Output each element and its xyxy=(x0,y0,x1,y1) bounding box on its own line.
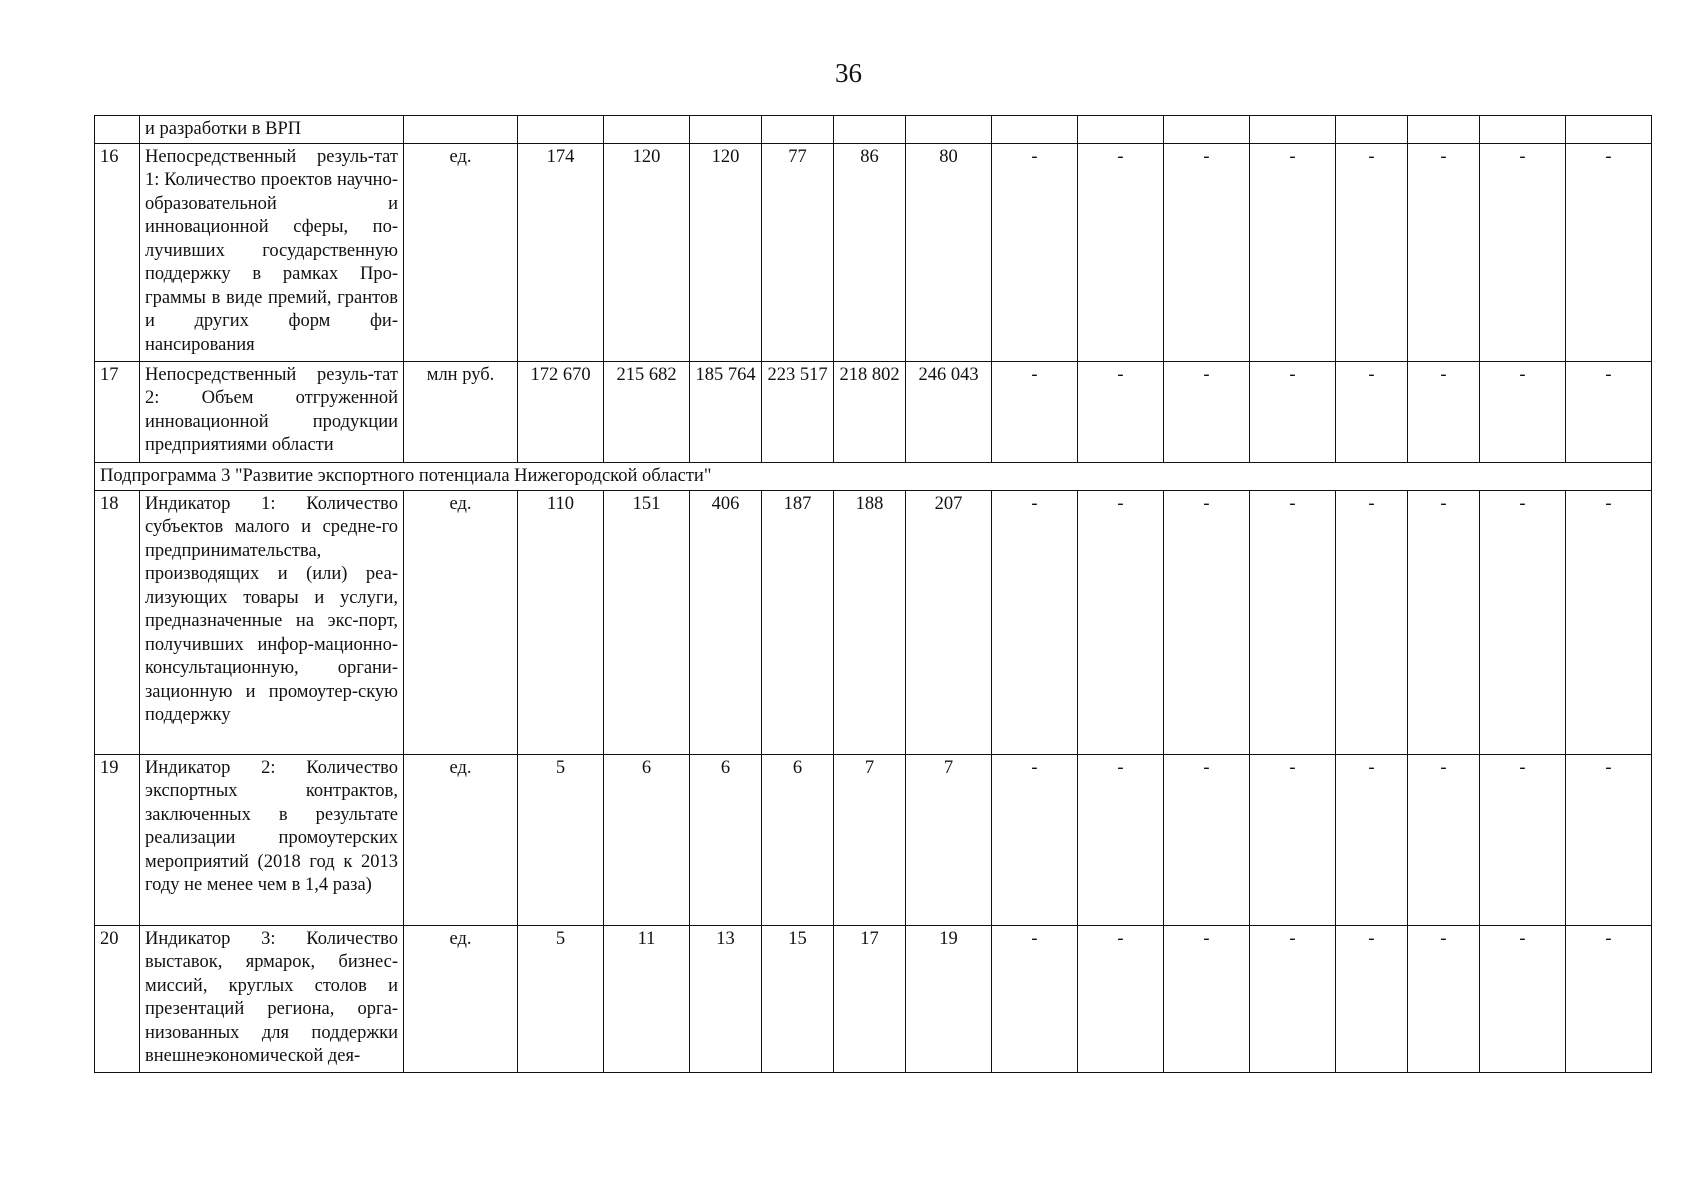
value-cell: - xyxy=(1078,490,1164,754)
value-cell: 80 xyxy=(906,143,992,361)
row-number: 20 xyxy=(95,925,140,1072)
indicator-name: и разработки в ВРП xyxy=(140,116,404,144)
value-cell: 218 802 xyxy=(834,361,906,462)
indicator-name: Индикатор 3: Количество выставок, ярмарок, бизнес-миссий, круглых столов и презентаций региона, орга-низованных для поддержки внешнеэкономической дея- xyxy=(140,925,404,1072)
value-cell: - xyxy=(1566,143,1652,361)
value-cell xyxy=(906,116,992,144)
value-cell: - xyxy=(1336,754,1408,925)
value-cell: 207 xyxy=(906,490,992,754)
value-cell: 5 xyxy=(518,925,604,1072)
row-number: 16 xyxy=(95,143,140,361)
table-row xyxy=(95,116,1652,144)
value-cell: - xyxy=(1164,925,1250,1072)
value-cell: - xyxy=(1164,143,1250,361)
value-cell: - xyxy=(1480,490,1566,754)
value-cell: - xyxy=(1336,361,1408,462)
value-cell xyxy=(1566,116,1652,144)
value-cell xyxy=(518,116,604,144)
table-row xyxy=(95,361,1652,462)
value-cell: - xyxy=(1408,361,1480,462)
indicator-name: Непосредственный резуль-тат 2: Объем отгруженной инновационной продукции предприятиями области xyxy=(140,361,404,462)
value-cell: 188 xyxy=(834,490,906,754)
value-cell: - xyxy=(1408,925,1480,1072)
value-cell: - xyxy=(1480,361,1566,462)
page-number: 36 xyxy=(835,58,862,88)
value-cell: - xyxy=(1336,925,1408,1072)
value-cell xyxy=(762,116,834,144)
value-cell: - xyxy=(992,490,1078,754)
row-number: 17 xyxy=(95,361,140,462)
value-cell: 120 xyxy=(690,143,762,361)
value-cell: 120 xyxy=(604,143,690,361)
unit-cell: млн руб. xyxy=(404,361,518,462)
value-cell: 7 xyxy=(834,754,906,925)
indicator-name: Индикатор 1: Количество субъектов малого и средне-го предпринимательства, производящих и (или) реа-лизующих товары и услуги, предназначенные на экс-порт, получивших инфор-мационно-консультационную, органи-зационную и промоутер-скую поддержку xyxy=(140,490,404,754)
value-cell: - xyxy=(1408,490,1480,754)
unit-cell xyxy=(404,116,518,144)
value-cell: 19 xyxy=(906,925,992,1072)
value-cell: 187 xyxy=(762,490,834,754)
indicator-name: Индикатор 2: Количество экспортных контрактов, заключенных в результате реализации промоутерских мероприятий (2018 год к 2013 году не менее чем в 1,4 раза) xyxy=(140,754,404,925)
value-cell: 185 764 xyxy=(690,361,762,462)
table-row xyxy=(95,925,1652,1072)
value-cell: - xyxy=(992,754,1078,925)
value-cell xyxy=(834,116,906,144)
value-cell: 17 xyxy=(834,925,906,1072)
unit-cell: ед. xyxy=(404,925,518,1072)
value-cell xyxy=(1078,116,1164,144)
unit-cell: ед. xyxy=(404,754,518,925)
value-cell: - xyxy=(1480,143,1566,361)
value-cell: 172 670 xyxy=(518,361,604,462)
value-cell: 174 xyxy=(518,143,604,361)
value-cell: 151 xyxy=(604,490,690,754)
value-cell: - xyxy=(1078,754,1164,925)
value-cell xyxy=(1408,116,1480,144)
value-cell: - xyxy=(1336,143,1408,361)
indicator-name: Непосредственный резуль-тат 1: Количество проектов научно-образовательной и инновационной сферы, по-лучивших государственную поддержку в рамках Про-граммы в виде премий, грантов и других форм фи-нансирования xyxy=(140,143,404,361)
value-cell: 215 682 xyxy=(604,361,690,462)
value-cell xyxy=(1336,116,1408,144)
value-cell: - xyxy=(1408,754,1480,925)
value-cell xyxy=(1164,116,1250,144)
value-cell: 223 517 xyxy=(762,361,834,462)
value-cell: 246 043 xyxy=(906,361,992,462)
value-cell: 13 xyxy=(690,925,762,1072)
row-number: 19 xyxy=(95,754,140,925)
value-cell: - xyxy=(1566,361,1652,462)
value-cell: - xyxy=(1164,754,1250,925)
value-cell: - xyxy=(1078,361,1164,462)
unit-cell: ед. xyxy=(404,490,518,754)
value-cell: - xyxy=(1250,143,1336,361)
table-row xyxy=(95,490,1652,754)
value-cell: 11 xyxy=(604,925,690,1072)
value-cell: 5 xyxy=(518,754,604,925)
value-cell: - xyxy=(1250,490,1336,754)
value-cell: 77 xyxy=(762,143,834,361)
value-cell: 110 xyxy=(518,490,604,754)
value-cell xyxy=(690,116,762,144)
value-cell: - xyxy=(1480,754,1566,925)
section-title: Подпрограмма 3 "Развитие экспортного потенциала Нижегородской области" xyxy=(95,462,1652,490)
value-cell: - xyxy=(1078,143,1164,361)
value-cell: - xyxy=(1566,925,1652,1072)
value-cell: - xyxy=(992,361,1078,462)
value-cell: - xyxy=(1250,925,1336,1072)
unit-cell: ед. xyxy=(404,143,518,361)
value-cell: 15 xyxy=(762,925,834,1072)
value-cell: - xyxy=(1566,490,1652,754)
value-cell xyxy=(1480,116,1566,144)
value-cell: 7 xyxy=(906,754,992,925)
value-cell: 406 xyxy=(690,490,762,754)
table-body xyxy=(95,116,1652,1073)
section-row xyxy=(95,462,1652,490)
value-cell: - xyxy=(992,925,1078,1072)
value-cell: 6 xyxy=(690,754,762,925)
row-number xyxy=(95,116,140,144)
value-cell xyxy=(992,116,1078,144)
value-cell: 6 xyxy=(604,754,690,925)
value-cell: - xyxy=(1250,361,1336,462)
value-cell: - xyxy=(1164,490,1250,754)
row-number: 18 xyxy=(95,490,140,754)
value-cell: - xyxy=(1480,925,1566,1072)
value-cell: - xyxy=(1566,754,1652,925)
indicators-table xyxy=(94,115,1652,1073)
value-cell: 6 xyxy=(762,754,834,925)
table-row xyxy=(95,143,1652,361)
value-cell: - xyxy=(1250,754,1336,925)
value-cell: - xyxy=(1078,925,1164,1072)
value-cell: - xyxy=(1408,143,1480,361)
value-cell xyxy=(604,116,690,144)
value-cell: - xyxy=(992,143,1078,361)
table-row xyxy=(95,754,1652,925)
value-cell xyxy=(1250,116,1336,144)
value-cell: 86 xyxy=(834,143,906,361)
value-cell: - xyxy=(1336,490,1408,754)
value-cell: - xyxy=(1164,361,1250,462)
